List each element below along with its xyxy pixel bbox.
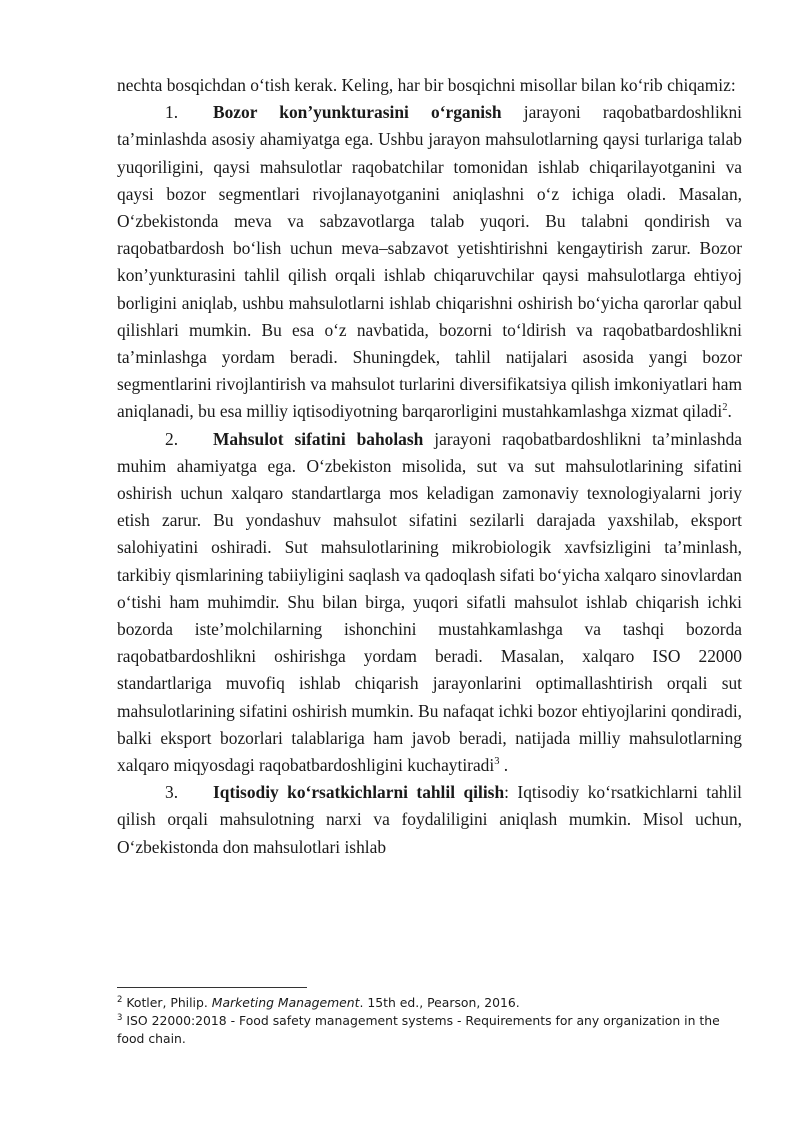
item-number: 2. xyxy=(165,428,179,449)
list-item xyxy=(117,779,742,861)
footnotes-area xyxy=(117,987,742,1048)
item-title: Mahsulot sifatini baholash xyxy=(213,428,424,449)
item-text: jarayoni raqobatbardoshlikni ta’minlashda muhim ahamiyatga ega. O‘zbekiston misolida, sut va sut mahsulotlarining sifatini oshirish uchun xalqaro standartlarga mos keladigan zamonaviy texnologiyalarni joriy etish zarur. Bu yondashuv mahsulot sifatini sezilarli darajada yaxshilab, eksport salohiyatini oshiradi. Sut mahsulotlarining mikrobiologik xavfsizligini ta’minlash, tarkibiy qismlarining tabiiyligini saqlash va qadoqlash sifati bo‘yicha xalqaro sinovlardan o‘tishi ham muhimdir. Shu bilan birga, yuqori sifatli mahsulot ishlab chiqarish ichki bozorda iste’molchilarning ishonchini mustahkamlashga va tashqi bozorda raqobatbardoshlikni oshirishga yordam beradi. Masalan, xalqaro ISO 22000 standartlariga muvofiq ishlab chiqarish jarayonlarini optimallashtirish orqali sut mahsulotlarining sifatini oshirish mumkin. Bu nafaqat ichki bozor ehtiyojlarini qondiradi, balki eksport bozorlari talablariga ham javob beradi, natijada milliy mahsulotlarning xalqaro miqyosdagi raqobatbardoshligini kuchaytiradi xyxy=(117,428,742,776)
item-title: Iqtisodiy ko‘rsatkichlarni tahlil qilish xyxy=(213,782,505,803)
footnote-book-title: Marketing Management xyxy=(211,995,360,1010)
item-text: jarayoni raqobatbardoshlikni ta’minlashda asosiy ahamiyatga ega. Ushbu jarayon mahsulotlarning qaysi turlariga talab yuqoriligini, qaysi mahsulotlar raqobatchilar tomonidan ishlab chiqarilayotganini va qaysi bozor segmentlari rivojlanayotganini aniqlashni o‘z ichiga oladi. Masalan, O‘zbekistonda meva va sabzavotlarga talab yuqori. Bu talabni qondirish va raqobatbardosh bo‘lish uchun meva–sabzavot yetishtirishni kengaytirish zarur. Bozor kon’yunkturasini tahlil qilish orqali ishlab chiqaruvchilar qaysi mahsulotlarga ehtiyoj borligini aniqlab, ushbu mahsulotlarni ishlab chiqarishni oshirish bo‘yicha qarorlar qabul qilishlari mumkin. Bu esa o‘z navbatida, bozorni to‘ldirish va raqobatbardoshlikni ta’minlashga yordam beradi. Shuningdek, tahlil natijalari asosida yangi bozor segmentlarini rivojlantirish va mahsulot turlarini diversifikatsiya qilish imkoniyatlari ham aniqlanadi, bu esa milliy iqtisodiyotning barqarorligini mustahkamlashga xizmat qiladi xyxy=(117,102,743,422)
footnote-text: Kotler, Philip. xyxy=(122,995,212,1010)
footnote-mark: 2 xyxy=(117,994,123,1005)
body-text xyxy=(117,72,742,861)
item-text-end: . xyxy=(499,755,509,776)
item-number: 3. xyxy=(165,782,179,803)
footnote xyxy=(117,994,742,1012)
footnote-separator xyxy=(117,987,307,988)
list-item xyxy=(117,426,742,780)
footnote-text-end: . 15th ed., Pearson, 2016. xyxy=(359,995,520,1010)
intro-paragraph: nechta bosqichdan o‘tish kerak. Keling, har bir bosqichni misollar bilan ko‘rib chiqamiz: xyxy=(117,75,736,95)
footnote xyxy=(117,1012,742,1048)
item-number: 1. xyxy=(165,102,179,123)
footnote-reference[interactable]: 2 xyxy=(722,402,728,414)
footnote-mark: 3 xyxy=(117,1012,123,1023)
footnote-text: ISO 22000:2018 - Food safety management systems - Requirements for any organization in the food chain. xyxy=(117,1013,720,1046)
list-item xyxy=(117,99,742,425)
item-text-end: . xyxy=(727,401,732,422)
item-text: : Iqtisodiy ko‘rsatkichlarni tahlil qilish orqali mahsulotning narxi va foydaliligini aniqlash mumkin. Misol uchun, O‘zbekistonda don mahsulotlari ishlab xyxy=(117,782,742,857)
footnote-reference[interactable]: 3 xyxy=(494,756,500,768)
item-title: Bozor kon’yunkturasini o‘rganish xyxy=(213,102,502,123)
